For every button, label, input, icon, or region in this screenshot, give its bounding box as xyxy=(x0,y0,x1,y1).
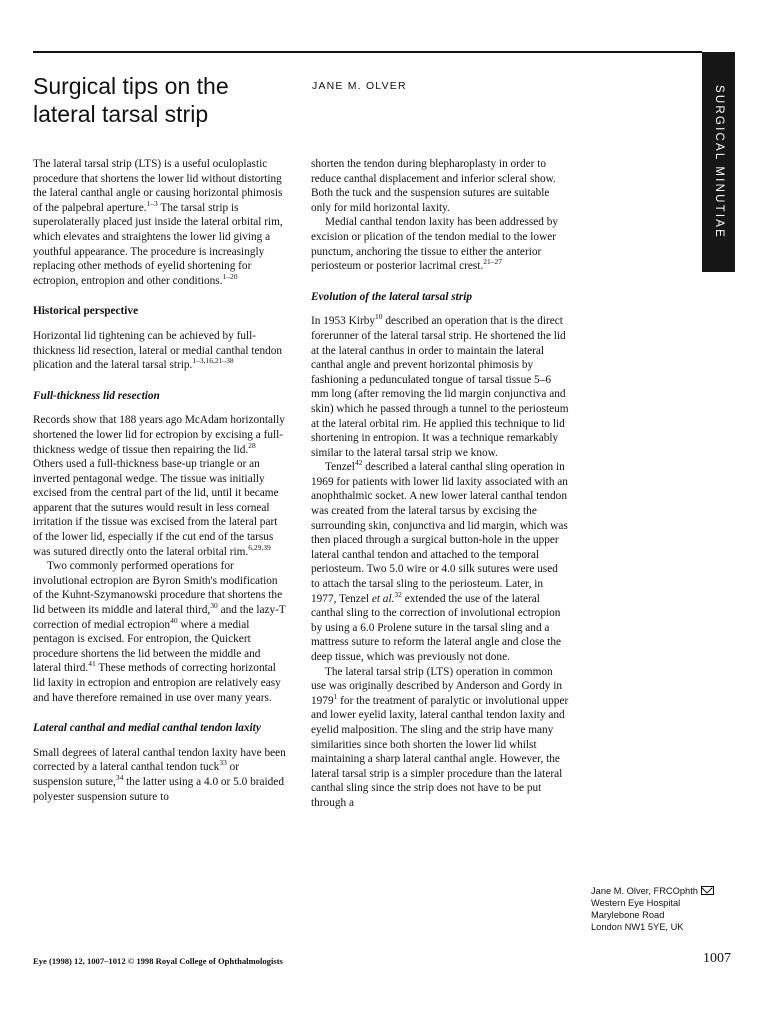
heading-full-thickness: Full-thickness lid resection xyxy=(33,389,160,402)
title-line-1: Surgical tips on the xyxy=(33,73,229,99)
citation-ref: 41 xyxy=(88,659,96,669)
article-title xyxy=(33,72,293,128)
address-line-2: Marylebone Road xyxy=(591,910,665,920)
citation-ref: 1–20 xyxy=(222,271,238,281)
citation-ref: 1–3 xyxy=(146,199,158,209)
citation-ref: 28 xyxy=(248,440,256,450)
citation-ref: 40 xyxy=(170,615,178,625)
page-number: 1007 xyxy=(703,951,731,966)
heading-evolution: Evolution of the lateral tarsal strip xyxy=(311,290,473,303)
citation-ref: 21–27 xyxy=(483,257,502,267)
correspondence-address xyxy=(591,885,731,933)
section-tab xyxy=(702,52,735,272)
address-line-1: Western Eye Hospital xyxy=(591,898,681,908)
author-credentials: Jane M. Olver, FRCOphth xyxy=(591,886,698,896)
section-tab-label: SURGICAL MINUTIAE xyxy=(712,85,725,239)
citation-ref: 1 xyxy=(333,692,338,702)
citation-ref: 33 xyxy=(219,758,227,768)
journal-citation: Eye (1998) 12, 1007–1012 © 1998 Royal College of Ophthalmologists xyxy=(33,956,283,966)
canthal-laxity-paragraph: Small degrees of lateral canthal tendon laxity have been corrected by a lateral canthal tendon tuck$^{33}$ or suspension suture,$^{34}$ the latter using a 4.0 or 5.0 braided polyester suspension suture to xyxy=(33,746,286,803)
continued-paragraph: shorten the tendon during blepharoplasty in order to reduce canthal displacement and inferior scleral show. Both the tuck and the suspension sutures are suitable only for mild horizontal laxity. xyxy=(311,158,556,214)
top-rule xyxy=(33,51,702,53)
medial-canthal-paragraph: Medial canthal tendon laxity has been addressed by excision or plication of the tendon medial to the lower punctum, anchoring the tissue to either the anterior periosteum or posterior lacrimal crest.$^{21-27}$ xyxy=(311,216,559,273)
citation-ref: 34 xyxy=(115,773,124,783)
heading-historical-perspective: Historical perspective xyxy=(33,305,139,318)
envelope-icon xyxy=(701,886,714,895)
left-column xyxy=(33,157,287,804)
evolution-paragraph-1: In 1953 Kirby$^{10}$ described an operation that is the direct forerunner of the lateral tarsal strip. He shortened the lid at the lateral canthus in order to maintain the lateral canthal angle and prevent horizontal phimosis by fashioning a pedunculated tongue of tarsal tissue 5–6 mm long (after removing the lid margin conjunctiva and skin) which he passed through a tunnel to the periosteum at the lateral orbital rim. He applied this technique to lid shortening in entropion. It was a technique remarkably similar to the lateral tarsal strip we know. xyxy=(311,312,569,459)
citation-ref: 6,29,39 xyxy=(248,542,271,552)
evolution-paragraph-3: The lateral tarsal strip (LTS) operation in common use was originally described by Anderson and Gordy in 1979$^1$ for the treatment of paralytic or involutional upper and lower eyelid laxity, lateral canthal tendon laxity and eyelid malposition. The sling and the strip have many similarities since both shorten the lower lid whilst maintaining a sharp lateral canthal angle. However, the lateral tarsal strip is a simpler procedure than the lateral canthal sling since the strip does not have to be put through a xyxy=(311,665,569,809)
citation-ref: 42 xyxy=(354,458,363,468)
full-thickness-paragraph-2: Two commonly performed operations for involutional ectropion are Byron Smith's modification of the Kuhnt-Szymanowski procedure that shortens the lid between its middle and lateral third,$^{30}$ and the lazy-T correction of medial ectropion$^{40}$ where a medial pentagon is excised. For entropion, the Quickert procedure shortens the lid between the middle and lateral third.$^{41}$ These methods of correcting horizontal lid laxity in ectropion and entropion are relatively easy and have therefore remained in use over many years. xyxy=(33,560,286,704)
history-paragraph: Horizontal lid tightening can be achieved by full-thickness lid resection, lateral or medial canthal tendon plication and the lateral tarsal strip.$^{1-3,16,21-38}$ xyxy=(33,329,283,372)
intro-paragraph: The lateral tarsal strip (LTS) is a useful oculoplastic procedure that shortens the lower lid without distorting the lateral canthal angle or causing horizontal phimosis of the palpebral aperture.$^{1-3}$ The tarsal strip is superolaterally placed just inside the lateral orbital rim, which elevates and straightens the lower lid giving a youthful appearance. The procedure is increasingly replacing other methods of eyelid shortening for ectropion, entropion and other conditions.$^{1-20}$ xyxy=(33,158,283,287)
author-name: JANE M. OLVER xyxy=(312,80,407,92)
right-column xyxy=(311,157,569,811)
heading-canthal-tendon-laxity: Lateral canthal and medial canthal tendon laxity xyxy=(33,722,261,735)
citation-ref: 1–3,16,21–38 xyxy=(192,356,234,366)
citation-ref: 10 xyxy=(375,312,383,322)
citation-ref: 30 xyxy=(210,601,218,611)
address-line-3: London NW1 5YE, UK xyxy=(591,922,684,932)
title-line-2: lateral tarsal strip xyxy=(33,101,209,127)
full-thickness-paragraph-1: Records show that 188 years ago McAdam horizontally shortened the lower lid for ectropion by excising a full-thickness wedge of tissue then repairing the lid.$^{28}$ Others used a full-thickness base-up triangle or an inverted pentagonal wedge. The tissue was initially excised from the central part of the lid, until it became apparent that the sutures would result in less corneal irritation if the tissue was excised from the lateral part of the lower lid, especially if the cut end of the tarsus was sutured directly onto the lateral orbital rim.$^{6,29,39}$ xyxy=(33,414,285,558)
citation-ref: 32 xyxy=(394,589,402,599)
evolution-paragraph-2: Tenzel$^{42}$ described a lateral canthal sling operation in 1969 for patients with lower lid laxity associated with an anophthalmic socket. A new lower lateral canthal tendon was created from the lateral tarsus by excising the surrounding skin, conjunctiva and lid margin, which was then placed through a surgical button-hole in the upper lateral canthal tendon and attached to the temporal periosteum. Two 5.0 wire or 4.0 silk sutures were used to attach the tarsal sling to the periosteum. Later, in 1977, Tenzel et al.$^{32}$ extended the use of the lateral canthal sling to the correction of involutional ectropion by using a 6.0 Prolene suture in the tarsal sling and a mattress suture to reform the lateral angle and close the deep tissue, which was previously not done. xyxy=(311,458,568,663)
